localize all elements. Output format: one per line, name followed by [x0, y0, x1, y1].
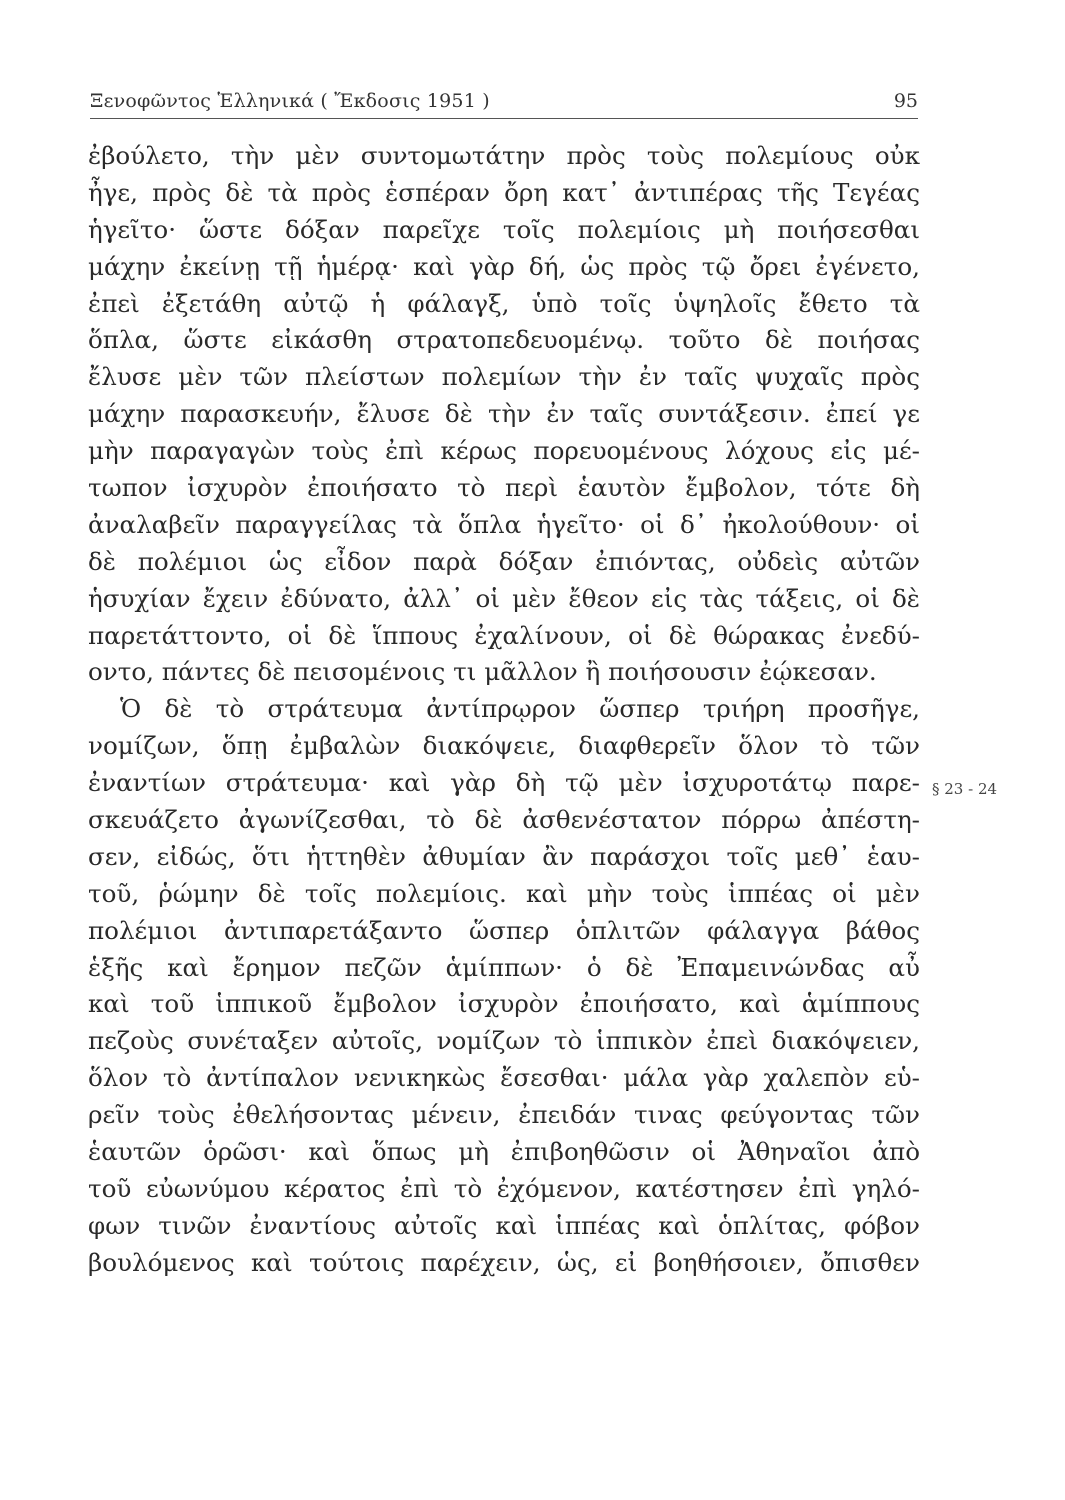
- text-line: βουλόμενος καὶ τούτοις παρέχειν, ὡς, εἰ βοηθήσοιεν, ὄπισθεν: [88, 1247, 920, 1277]
- header-title: Ξενοφῶντος Ἑλληνικά ( Ἔκδοσις 1951 ): [90, 90, 490, 112]
- text-line: τοῦ, ῥώμην δὲ τοῖς πολεμίοις. καὶ μὴν τοὺς ἱππέας οἱ μὲν: [88, 878, 920, 908]
- text-line: παρετάττοντο, οἱ δὲ ἵππους ἐχαλίνουν, οἱ δὲ θώρακας ἐνεδύ-: [88, 620, 920, 650]
- text-line: ὅπλα, ὥστε εἰκάσθη στρατοπεδευομένῳ. τοῦτο δὲ ποιήσας: [88, 325, 920, 355]
- text-line: σεν, εἰδώς, ὅτι ἡττηθὲν ἀθυμίαν ἂν παράσχοι τοῖς μεθ᾽ ἑαυ-: [88, 841, 920, 871]
- text-line: ἐναντίων στράτευμα· καὶ γὰρ δὴ τῷ μὲν ἰσχυροτάτῳ παρε-: [88, 768, 920, 798]
- text-line: νομίζων, ὅπῃ ἐμβαλὼν διακόψειε, διαφθερεῖν ὅλον τὸ τῶν: [88, 731, 920, 761]
- page-number: 95: [893, 90, 918, 112]
- text-line: σκευάζετο ἀγωνίζεσθαι, τὸ δὲ ἀσθενέστατον πόρρω ἀπέστη-: [88, 805, 920, 835]
- text-line: πολέμιοι ἀντιπαρετάξαντο ὥσπερ ὁπλιτῶν φάλαγγα βάθος: [88, 915, 920, 945]
- text-line: δὲ πολέμιοι ὡς εἶδον παρὰ δόξαν ἐπιόντας, οὐδεὶς αὐτῶν: [88, 546, 920, 576]
- section-margin-note: § 23 - 24: [932, 780, 998, 798]
- text-line: ἀναλαβεῖν παραγγείλας τὰ ὅπλα ἡγεῖτο· οἱ δ᾽ ἠκολούθουν· οἱ: [88, 509, 920, 539]
- text-line: ἦγε, πρὸς δὲ τὰ πρὸς ἑσπέραν ὄρη κατ᾽ ἀντιπέρας τῆς Τεγέας: [88, 177, 920, 207]
- text-line: πεζοὺς συνέταξεν αὐτοῖς, νομίζων τὸ ἱππικὸν ἐπεὶ διακόψειεν,: [88, 1026, 920, 1056]
- text-line: ρεῖν τοὺς ἐθελήσοντας μένειν, ἐπειδάν τινας φεύγοντας τῶν: [88, 1100, 920, 1130]
- text-line: ἑξῆς καὶ ἔρημον πεζῶν ἁμίππων· ὁ δὲ Ἐπαμεινώνδας αὖ: [88, 952, 920, 982]
- text-line: ἡγεῖτο· ὥστε δόξαν παρεῖχε τοῖς πολεμίοις μὴ ποιήσεσθαι: [88, 214, 920, 244]
- text-line: τοῦ εὐωνύμου κέρατος ἐπὶ τὸ ἐχόμενον, κατέστησεν ἐπὶ γηλό-: [88, 1173, 920, 1203]
- text-line: φων τινῶν ἐναντίους αὐτοῖς καὶ ἱππέας καὶ ὁπλίτας, φόβον: [88, 1210, 920, 1240]
- text-line: ὅλον τὸ ἀντίπαλον νενικηκὼς ἔσεσθαι· μάλα γὰρ χαλεπὸν εὑ-: [88, 1063, 920, 1093]
- main-text: [88, 138, 920, 1282]
- text-line: ἐπεὶ ἐξετάθη αὐτῷ ἡ φάλαγξ, ὑπὸ τοῖς ὑψηλοῖς ἔθετο τὰ: [88, 288, 920, 318]
- running-header: [90, 88, 918, 119]
- text-line: ἐβούλετο, τὴν μὲν συντομωτάτην πρὸς τοὺς πολεμίους οὐκ: [88, 141, 920, 170]
- text-line: Ὁ δὲ τὸ στράτευμα ἀντίπρῳρον ὥσπερ τριήρη προσῆγε,: [120, 694, 920, 724]
- text-line: μὴν παραγαγὼν τοὺς ἐπὶ κέρως πορευομένους λόχους εἰς μέ-: [88, 436, 920, 466]
- text-line: καὶ τοῦ ἱππικοῦ ἔμβολον ἰσχυρὸν ἐποιήσατο, καὶ ἁμίππους: [88, 989, 920, 1019]
- text-line: ἑαυτῶν ὁρῶσι· καὶ ὅπως μὴ ἐπιβοηθῶσιν οἱ Ἀθηναῖοι ἀπὸ: [88, 1137, 920, 1167]
- text-line: ἡσυχίαν ἔχειν ἐδύνατο, ἀλλ᾽ οἱ μὲν ἔθεον εἰς τὰς τάξεις, οἱ δὲ: [88, 583, 920, 613]
- text-line: μάχην ἐκείνῃ τῇ ἡμέρᾳ· καὶ γὰρ δή, ὡς πρὸς τῷ ὄρει ἐγένετο,: [88, 251, 920, 281]
- text-line: ἔλυσε μὲν τῶν πλείστων πολεμίων τὴν ἐν ταῖς ψυχαῖς πρὸς: [88, 362, 920, 392]
- text-line: μάχην παρασκευήν, ἔλυσε δὲ τὴν ἐν ταῖς συντάξεσιν. ἐπεί γε: [88, 399, 920, 429]
- text-line: τωπον ἰσχυρὸν ἐποιήσατο τὸ περὶ ἑαυτὸν ἔμβολον, τότε δὴ: [88, 473, 920, 503]
- text-line: οντο, πάντες δὲ πεισομένοις τι μᾶλλον ἢ ποιήσουσιν ἐῴκεσαν.: [88, 657, 877, 687]
